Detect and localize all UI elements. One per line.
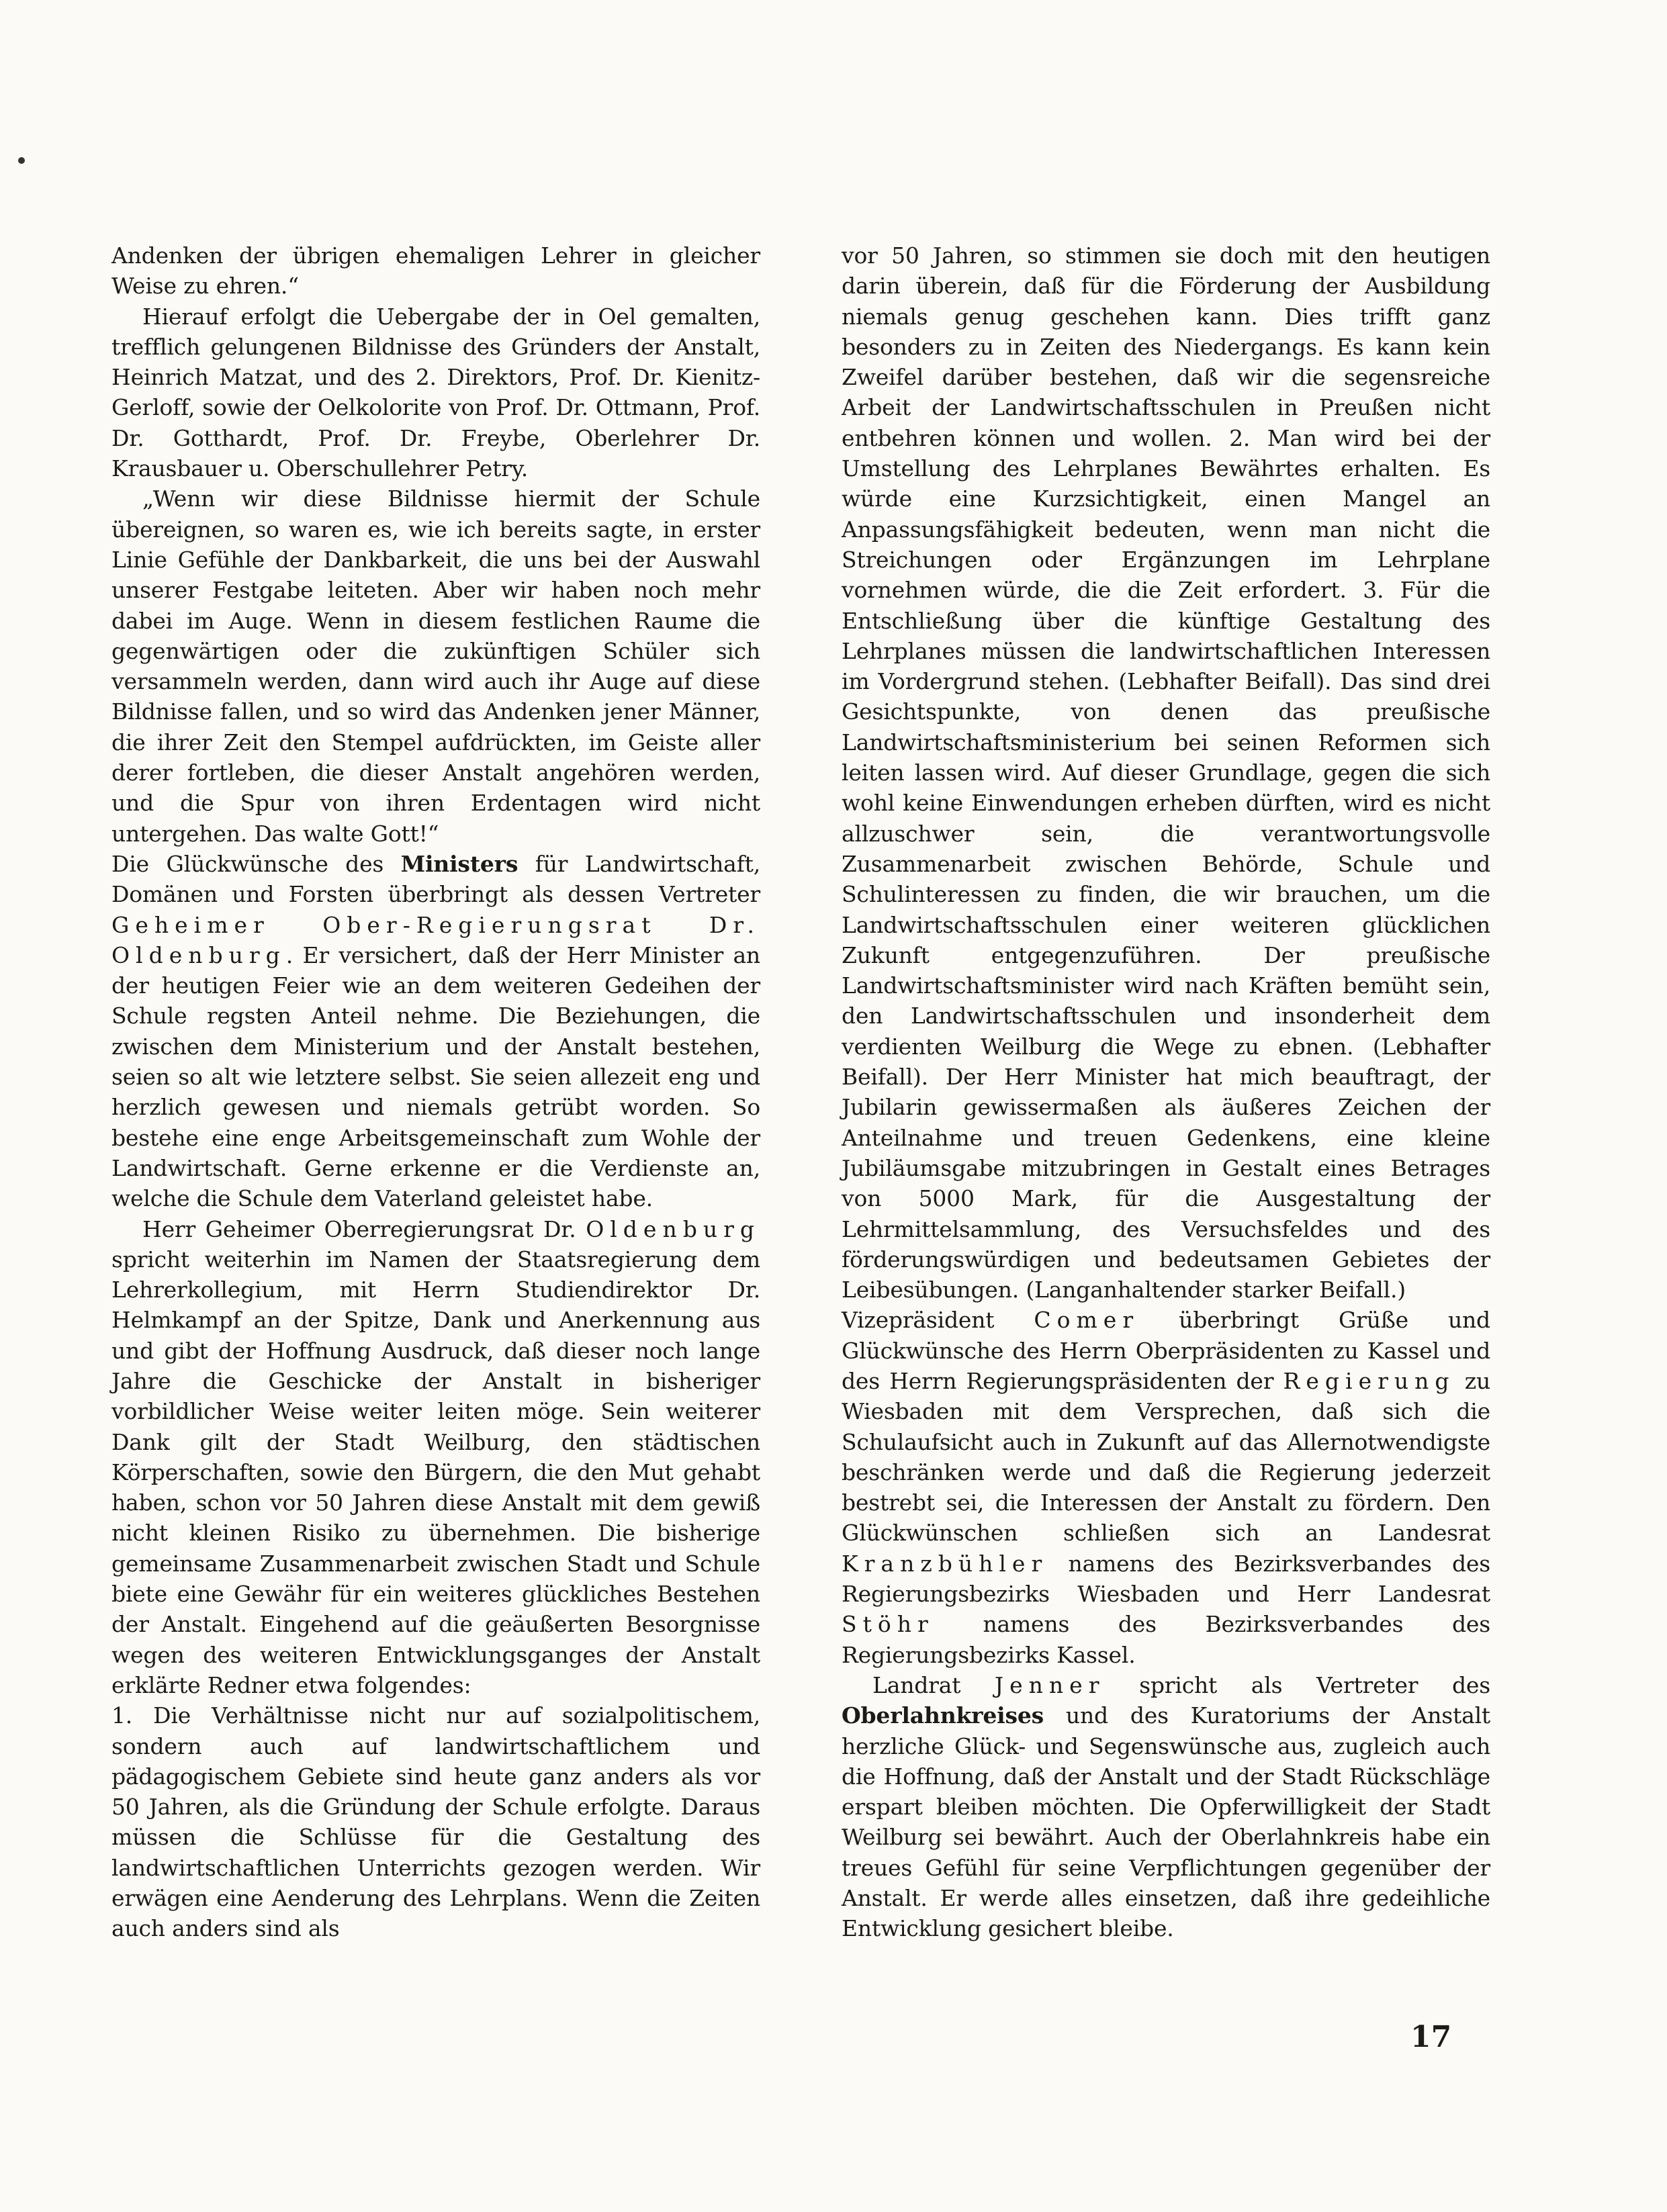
text-run: spricht weiterhin im Namen der Staatsregierung dem Lehrerkollegium, mit Herrn Studiendirektor Dr. Helmkampf an der Spitze, Dank und Anerkennung aus und gibt der Hoffnung Ausdruck, daß dieser noch lange Jahre die Geschicke der Anstalt in bisheriger vorbildlicher Weise weiter leiten möge. Sein weiterer Dank gilt der Stadt Weilburg, den städtischen Körperschaften, sowie den Bürgern, die den Mut gehabt haben, schon vor 50 Jahren diese Anstalt mit dem gewiß nicht kleinen Risiko zu übernehmen. Die bisherige gemeinsame Zusammenarbeit zwischen Stadt und Schule biete eine Gewähr für ein weiteres glückliches Bestehen der Anstalt. Eingehend auf die geäußerten Besorgnisse wegen des weiteren Entwicklungsganges der Anstalt erklärte Redner etwa folgendes: <box>111 1246 760 1698</box>
text-run: namens des Bezirksverbandes des Regierungsbezirks Wiesbaden und Herr Landesrat <box>842 1550 1490 1608</box>
paragraph: vor 50 Jahren, so stimmen sie doch mit den heutigen darin überein, daß für die Förderung der Ausbildung niemals genug geschehen kann. Dies trifft ganz besonders zu in Zeiten des Niedergangs. Es kann kein Zweifel darüber bestehen, daß wir die segensreiche Arbeit der Landwirtschaftsschulen in Preußen nicht entbehren können und wollen. 2. Man wird bei der Umstellung des Lehrplanes Bewährtes erhalten. Es würde eine Kurzsichtigkeit, einen Mangel an Anpassungsfähigkeit bedeuten, wenn man nicht die Streichungen oder Ergänzungen im Lehrplane vornehmen würde, die die Zeit erfordert. 3. Für die Entschließung über die künftige Gestaltung des Lehrplanes müssen die landwirtschaftlichen Interessen im Vordergrund stehen. (Lebhafter Beifall). Das sind drei Gesichtspunkte, von denen das preußische Landwirtschaftsministerium bei seinen Reformen sich leiten lassen wird. Auf dieser Grundlage, gegen die sich wohl keine Einwendungen erheben dürften, wird es nicht allzuschwer sein, die verantwortungsvolle Zusammenarbeit zwischen Behörde, Schule und Schulinteressen zu finden, die wir brauchen, um die Landwirtschaftsschulen einer weiteren glücklichen Zukunft entgegenzuführen. Der preußische Landwirtschaftsminister wird nach Kräften bemüht sein, den Landwirtschaftsschulen und insonderheit dem verdienten Weilburg die Wege zu ebnen. (Lebhafter Beifall). Der Herr Minister hat mich beauftragt, der Jubilarin gewissermaßen als äußeres Zeichen der Anteilnahme und treuen Gedenkens, eine kleine Jubiläumsgabe mitzubringen in Gestalt eines Betrages von 5000 Mark, für die Ausgestaltung der Lehrmittelsammlung, des Versuchsfeldes und des förderungswürdigen und bedeutsamen Gebietes der Leibesübungen. (Langanhaltender starker Beifall.) <box>842 242 1490 1303</box>
page-number: 17 <box>1410 2020 1452 2054</box>
text-run: . Er versichert, daß der Herr Minister an der heutigen Feier wie an dem weiteren Gedeihen der Schule regsten Anteil nehme. Die Beziehungen, die zwischen dem Ministerium und der Anstalt bestehen, seien so alt wie letztere selbst. Sie seien allezeit eng und herzlich gewesen und niemals getrübt worden. So bestehe eine enge Arbeitsgemeinschaft zum Wohle der Landwirtschaft. Gerne erkenne er die Verdienste an, welche die Schule dem Vaterland geleistet habe. <box>111 941 760 1212</box>
text-run: namens des Bezirksverbandes des Regierungsbezirks Kassel. <box>842 1611 1490 1668</box>
text-run: Landrat <box>872 1671 995 1698</box>
spaced-name: Jenner <box>994 1671 1106 1698</box>
paragraph: Andenken der übrigen ehemaligen Lehrer in gleicher Weise zu ehren.“ <box>111 242 760 299</box>
spaced-name: Comer <box>1034 1307 1140 1334</box>
margin-speck <box>18 157 25 164</box>
spaced-name: Regierung <box>1283 1367 1455 1394</box>
list-item: 1. Die Verhältnisse nicht nur auf sozialpolitischem, sondern auch auf landwirtschaftlichem und pädagogischem Gebiete sind heute ganz anders als vor 50 Jahren, als die Gründung der Schule erfolgte. Daraus müssen die Schlüsse für die Gestaltung des landwirtschaftlichen Unterrichts gezogen werden. Wir erwägen eine Aenderung des Lehrplans. Wenn die Zeiten auch anders sind als <box>111 1702 760 1942</box>
text-run: spricht als Vertreter des <box>1105 1671 1490 1698</box>
text-run: zu Wiesbaden mit dem Versprechen, daß sich die Schulaufsicht auch in Zukunft auf das Allernotwendigste beschränken werde und daß die Regierung jederzeit bestrebt sei, die Interessen der Anstalt zu fördern. Den Glückwünschen schließen sich an Landesrat <box>842 1367 1491 1547</box>
quote-paragraph: „Wenn wir diese Bildnisse hiermit der Schule übereignen, so waren es, wie ich bereits sagte, in erster Linie Gefühle der Dankbarkeit, die uns bei der Auswahl unserer Festgabe leiteten. Aber wir haben noch mehr dabei im Auge. Wenn in diesem festlichen Raume die gegenwärtigen oder die zukünftigen Schüler sich versammeln werden, dann wird auch ihr Auge auf diese Bildnisse fallen, und so wird das Andenken jener Männer, die ihrer Zeit den Stempel aufdrückten, im Geiste aller derer fortleben, die dieser Anstalt angehören werden, und die Spur von ihren Erdentagen wird nicht untergehen. Das walte Gott!“ <box>111 486 760 847</box>
paragraph <box>111 1214 760 1701</box>
spaced-name: Oldenburg <box>586 1215 760 1242</box>
text-run: Herr Geheimer Oberregierungsrat Dr. <box>142 1215 586 1242</box>
emphasis-ministers: Ministers <box>400 850 519 877</box>
emphasis-oberlahnkreises: Oberlahnkreises <box>842 1702 1044 1729</box>
spaced-name: Kranzbühler <box>842 1550 1048 1577</box>
spaced-name: Geheimer Ober-Regierungsrat Dr. Oldenburg <box>111 911 760 968</box>
paragraph <box>111 849 760 1214</box>
text-run: Die Glückwünsche des <box>111 850 401 877</box>
spaced-name: Stöhr <box>842 1611 934 1638</box>
text-run: und des Kuratoriums der Anstalt herzliche Glück- und Segenswünsche aus, zugleich auch die Hoffnung, daß der Anstalt und der Stadt Rückschläge erspart bleiben möchten. Die Opferwilligkeit der Stadt Weilburg sei bewährt. Auch der Oberlahnkreis habe ein treues Gefühl für seine Verpflichtungen gegenüber der Anstalt. Er werde alles einsetzen, daß ihre gedeihliche Entwicklung gesichert bleibe. <box>842 1702 1490 1942</box>
left-column <box>111 240 760 1944</box>
paragraph <box>842 1305 1490 1670</box>
paragraph <box>842 1670 1490 1944</box>
paragraph: Hierauf erfolgt die Uebergabe der in Oel gemalten, trefflich gelungenen Bildnisse des Gründers der Anstalt, Heinrich Matzat, und des 2. Direktors, Prof. Dr. Kienitz-Gerloff, sowie der Oelkolorite von Prof. Dr. Ottmann, Prof. Dr. Gotthardt, Prof. Dr. Freybe, Oberlehrer Dr. Krausbauer u. Oberschullehrer Petry. <box>111 303 760 482</box>
text-run: Vizepräsident <box>842 1307 1034 1334</box>
text-run: überbringt Grüße und Glückwünsche des Herrn Oberpräsidenten zu Kassel und des Herrn Regierungspräsidenten der <box>842 1307 1490 1394</box>
text-run: für Landwirtschaft, Domänen und Forsten überbringt als dessen Vertreter <box>111 850 760 908</box>
right-column <box>842 240 1490 1944</box>
